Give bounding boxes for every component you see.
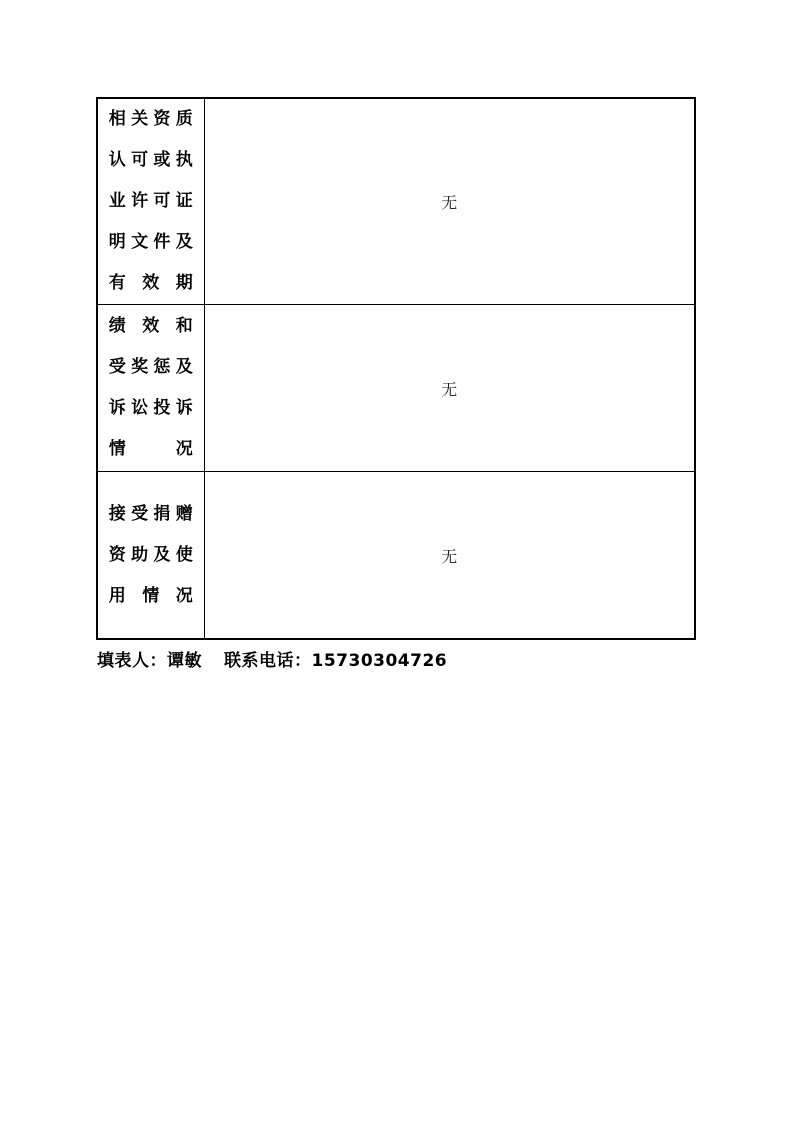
label-char: 投 [153, 398, 171, 418]
label-char: 况 [175, 439, 193, 459]
form-footer [97, 646, 447, 671]
label-line [109, 306, 193, 347]
label-line [109, 222, 193, 263]
label-line [109, 388, 193, 429]
label-line [109, 535, 193, 576]
label-char: 诉 [175, 398, 193, 418]
label-cell-performance [97, 305, 204, 472]
label-char: 质 [175, 109, 193, 129]
label-line [109, 99, 193, 140]
label-char: 捐 [153, 503, 171, 524]
label-char: 或 [153, 150, 171, 170]
label-char: 执 [175, 150, 193, 170]
row-label [109, 306, 193, 470]
label-char: 业 [108, 191, 126, 211]
label-line [109, 576, 193, 617]
label-char: 接 [108, 503, 126, 524]
label-char: 使 [175, 544, 193, 565]
label-char: 可 [153, 191, 171, 211]
label-char: 受 [108, 357, 126, 377]
label-char: 赠 [175, 503, 193, 524]
table-row-donations [97, 472, 695, 640]
label-char: 绩 [108, 316, 126, 336]
label-line [109, 140, 193, 181]
label-line [109, 181, 193, 222]
label-char: 诉 [108, 398, 126, 418]
label-char: 情 [142, 585, 160, 606]
label-char: 可 [131, 150, 149, 170]
label-line [109, 494, 193, 535]
label-cell-donations [97, 472, 204, 640]
label-char: 受 [131, 503, 149, 524]
label-char: 期 [175, 273, 193, 293]
label-char: 认 [108, 150, 126, 170]
row-label [109, 494, 193, 617]
label-char: 资 [108, 544, 126, 565]
label-char: 及 [175, 232, 193, 252]
value-cell-performance: 无 [204, 305, 695, 472]
label-char: 有 [108, 273, 126, 293]
label-char: 证 [175, 191, 193, 211]
label-char: 讼 [131, 398, 149, 418]
label-char: 及 [175, 357, 193, 377]
value-cell-qualification: 无 [204, 98, 695, 305]
label-char: 相 [108, 109, 126, 129]
table-row-qualification [97, 98, 695, 305]
label-char: 助 [131, 544, 149, 565]
label-char: 资 [153, 109, 171, 129]
contact-phone: 联系电话：15730304726 [224, 651, 448, 671]
label-char: 效 [142, 316, 160, 336]
label-cell-qualification [97, 98, 204, 305]
label-char: 和 [175, 316, 193, 336]
report-table [96, 97, 696, 640]
label-line [109, 429, 193, 470]
label-char: 关 [131, 109, 149, 129]
label-line [109, 263, 193, 304]
label-char: 及 [153, 544, 171, 565]
label-char: 况 [175, 585, 193, 606]
label-char: 文 [131, 232, 149, 252]
label-char: 许 [131, 191, 149, 211]
label-line [109, 347, 193, 388]
label-char: 效 [142, 273, 160, 293]
label-char: 用 [108, 585, 126, 606]
label-char: 奖 [131, 357, 149, 377]
row-label [109, 99, 193, 304]
label-char: 情 [108, 439, 126, 459]
label-char: 惩 [153, 357, 171, 377]
filler-name: 填表人：谭敏 [97, 651, 202, 671]
value-cell-donations: 无 [204, 472, 695, 640]
table-row-performance [97, 305, 695, 472]
label-char: 明 [108, 232, 126, 252]
label-char: 件 [153, 232, 171, 252]
